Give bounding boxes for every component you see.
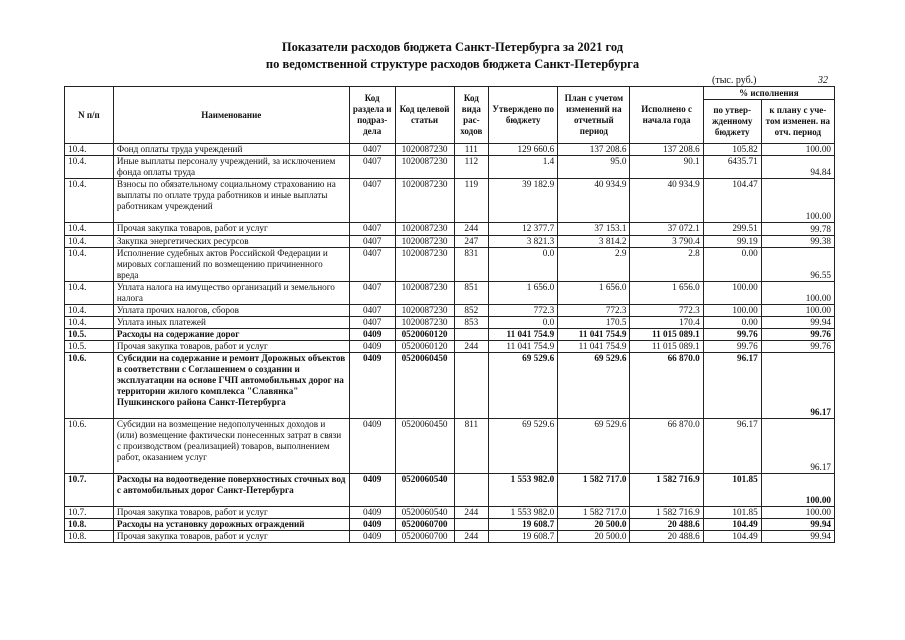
row-name: Прочая закупка товаров, работ и услуг: [113, 531, 349, 543]
row-number: 10.4.: [65, 282, 114, 305]
row-number: 10.7.: [65, 507, 114, 519]
row-executed: 66 870.0: [630, 419, 703, 474]
row-section-code: 0407: [349, 144, 395, 156]
header-pct-approved: по утвер-жденному бюджету: [703, 100, 761, 144]
row-number: 10.4.: [65, 317, 114, 329]
row-plan: 20 500.0: [558, 519, 630, 531]
header-pct-plan: к плану с уче-том изменен. на отч. период: [761, 100, 834, 144]
row-section-code: 0407: [349, 236, 395, 248]
table-row: [65, 282, 835, 305]
page-number: 32: [818, 75, 828, 86]
row-name: Иные выплаты персоналу учреждений, за исключением фонда оплаты труда: [113, 156, 349, 179]
row-approved: 1 656.0: [489, 282, 558, 305]
row-pct-approved: 100.00: [703, 282, 761, 305]
row-approved: 69 529.6: [489, 419, 558, 474]
table-row: [65, 341, 835, 353]
header-kind: Код вида рас-ходов: [454, 87, 489, 144]
row-plan: 11 041 754.9: [558, 341, 630, 353]
header-pct-group: % исполнения: [703, 87, 834, 100]
row-executed: 1 582 716.9: [630, 474, 703, 507]
expenditure-table: [64, 86, 835, 543]
row-name: Расходы на установку дорожных ограждений: [113, 519, 349, 531]
row-kind-code: 244: [454, 531, 489, 543]
row-pct-approved: 104.49: [703, 519, 761, 531]
row-number: 10.4.: [65, 236, 114, 248]
row-number: 10.4.: [65, 223, 114, 236]
row-number: 10.8.: [65, 519, 114, 531]
row-target-code: 1020087230: [395, 144, 454, 156]
row-section-code: 0407: [349, 305, 395, 317]
row-pct-plan: 96.17: [761, 419, 834, 474]
row-executed: 2.8: [630, 248, 703, 282]
row-name: Расходы на содержание дорог: [113, 329, 349, 341]
row-plan: 69 529.6: [558, 353, 630, 419]
table-row: [65, 144, 835, 156]
row-section-code: 0409: [349, 531, 395, 543]
row-section-code: 0407: [349, 282, 395, 305]
header-num: N п/п: [65, 87, 114, 144]
row-approved: 39 182.9: [489, 179, 558, 223]
row-kind-code: 244: [454, 341, 489, 353]
row-executed: 137 208.6: [630, 144, 703, 156]
row-target-code: 0520060700: [395, 531, 454, 543]
report-title-line1: Показатели расходов бюджета Санкт-Петербурга за 2021 год: [281, 40, 624, 54]
row-pct-plan: 99.38: [761, 236, 834, 248]
row-section-code: 0409: [349, 329, 395, 341]
row-kind-code: 853: [454, 317, 489, 329]
row-pct-approved: 96.17: [703, 353, 761, 419]
row-pct-plan: 100.00: [761, 507, 834, 519]
row-plan: 69 529.6: [558, 419, 630, 474]
row-number: 10.4.: [65, 156, 114, 179]
row-plan: 3 814.2: [558, 236, 630, 248]
row-kind-code: 851: [454, 282, 489, 305]
row-pct-approved: 99.19: [703, 236, 761, 248]
row-section-code: 0409: [349, 419, 395, 474]
row-target-code: 1020087230: [395, 156, 454, 179]
row-plan: 40 934.9: [558, 179, 630, 223]
row-approved: 11 041 754.9: [489, 329, 558, 341]
row-approved: 19 608.7: [489, 519, 558, 531]
report-title-line2: по ведомственной структуре расходов бюджета Санкт-Петербурга: [265, 57, 640, 71]
row-name: Взносы по обязательному социальному страхованию на выплаты по оплате труда работников и иные выплаты работникам учреждений: [113, 179, 349, 223]
row-approved: 0.0: [489, 317, 558, 329]
row-pct-approved: 0.00: [703, 248, 761, 282]
row-executed: 66 870.0: [630, 353, 703, 419]
row-name: Субсидии на содержание и ремонт Дорожных объектов в соответствии с Соглашением о создании и эксплуатации на основе ГЧП автомобильных дорог на территории жилого комплекса "Славянка" Пушкинского района Санкт-Петербурга: [113, 353, 349, 419]
row-name: Исполнение судебных актов Российской Федерации и мировых соглашений по возмещению причиненного вреда: [113, 248, 349, 282]
table-row: [65, 329, 835, 341]
row-number: 10.4.: [65, 248, 114, 282]
header-section: Код раздела и подраз-дела: [349, 87, 395, 144]
row-number: 10.5.: [65, 341, 114, 353]
row-name: Прочая закупка товаров, работ и услуг: [113, 507, 349, 519]
row-target-code: 0520060120: [395, 329, 454, 341]
row-number: 10.7.: [65, 474, 114, 507]
table-row: [65, 419, 835, 474]
row-pct-plan: 99.78: [761, 223, 834, 236]
row-pct-approved: 96.17: [703, 419, 761, 474]
row-kind-code: 244: [454, 223, 489, 236]
row-pct-approved: 6435.71: [703, 156, 761, 179]
row-approved: 12 377.7: [489, 223, 558, 236]
table-row: [65, 474, 835, 507]
row-executed: 1 582 716.9: [630, 507, 703, 519]
row-pct-plan: 96.17: [761, 353, 834, 419]
row-number: 10.4.: [65, 305, 114, 317]
row-target-code: 1020087230: [395, 317, 454, 329]
header-executed: Исполнено с начала года: [630, 87, 703, 144]
row-plan: 137 208.6: [558, 144, 630, 156]
row-approved: 129 660.6: [489, 144, 558, 156]
header-name: Наименование: [113, 87, 349, 144]
row-kind-code: 247: [454, 236, 489, 248]
row-pct-plan: 99.76: [761, 341, 834, 353]
row-executed: 40 934.9: [630, 179, 703, 223]
row-pct-plan: 99.94: [761, 531, 834, 543]
row-executed: 11 015 089.1: [630, 329, 703, 341]
row-approved: 19 608.7: [489, 531, 558, 543]
row-pct-approved: 104.49: [703, 531, 761, 543]
row-section-code: 0407: [349, 156, 395, 179]
row-pct-approved: 104.47: [703, 179, 761, 223]
row-target-code: 1020087230: [395, 282, 454, 305]
row-pct-plan: 100.00: [761, 282, 834, 305]
table-row: [65, 531, 835, 543]
row-target-code: 1020087230: [395, 179, 454, 223]
row-pct-plan: 96.55: [761, 248, 834, 282]
row-target-code: 0520060700: [395, 519, 454, 531]
row-approved: 772.3: [489, 305, 558, 317]
row-kind-code: 112: [454, 156, 489, 179]
units-label: (тыс. руб.): [712, 75, 757, 86]
row-plan: 95.0: [558, 156, 630, 179]
row-name: Уплата налога на имущество организаций и земельного налога: [113, 282, 349, 305]
row-executed: 20 488.6: [630, 531, 703, 543]
table-row: [65, 156, 835, 179]
row-executed: 1 656.0: [630, 282, 703, 305]
row-section-code: 0409: [349, 341, 395, 353]
row-number: 10.6.: [65, 419, 114, 474]
row-plan: 1 582 717.0: [558, 474, 630, 507]
table-row: [65, 519, 835, 531]
table-row: [65, 179, 835, 223]
row-section-code: 0407: [349, 317, 395, 329]
row-kind-code: 831: [454, 248, 489, 282]
row-section-code: 0407: [349, 248, 395, 282]
row-kind-code: 119: [454, 179, 489, 223]
row-kind-code: 244: [454, 507, 489, 519]
row-approved: 69 529.6: [489, 353, 558, 419]
row-name: Субсидии на возмещение недополученных доходов и (или) возмещение фактически понесенных затрат в связи с производством (реализацией) товаров, выполнением работ, оказанием услуг: [113, 419, 349, 474]
row-approved: 1 553 982.0: [489, 474, 558, 507]
table-row: [65, 248, 835, 282]
row-kind-code: 111: [454, 144, 489, 156]
row-plan: 170.5: [558, 317, 630, 329]
row-section-code: 0407: [349, 223, 395, 236]
header-approved: Утверждено по бюджету: [489, 87, 558, 144]
row-pct-plan: 100.00: [761, 305, 834, 317]
row-pct-plan: 100.00: [761, 144, 834, 156]
row-target-code: 0520060450: [395, 419, 454, 474]
row-pct-approved: 101.85: [703, 474, 761, 507]
row-plan: 11 041 754.9: [558, 329, 630, 341]
row-executed: 3 790.4: [630, 236, 703, 248]
row-pct-plan: 100.00: [761, 474, 834, 507]
row-number: 10.4.: [65, 144, 114, 156]
row-approved: 3 821.3: [489, 236, 558, 248]
row-pct-approved: 0.00: [703, 317, 761, 329]
row-section-code: 0409: [349, 507, 395, 519]
row-plan: 2.9: [558, 248, 630, 282]
row-pct-approved: 99.76: [703, 329, 761, 341]
row-approved: 0.0: [489, 248, 558, 282]
table-row: [65, 223, 835, 236]
row-pct-approved: 99.76: [703, 341, 761, 353]
row-target-code: 1020087230: [395, 248, 454, 282]
row-pct-approved: 299.51: [703, 223, 761, 236]
row-plan: 20 500.0: [558, 531, 630, 543]
table-row: [65, 507, 835, 519]
row-approved: 11 041 754.9: [489, 341, 558, 353]
row-approved: 1.4: [489, 156, 558, 179]
row-target-code: 1020087230: [395, 305, 454, 317]
row-executed: 11 015 089.1: [630, 341, 703, 353]
row-target-code: 1020087230: [395, 236, 454, 248]
row-name: Закупка энергетических ресурсов: [113, 236, 349, 248]
table-body: [65, 144, 835, 543]
row-number: 10.6.: [65, 353, 114, 419]
row-pct-plan: 99.94: [761, 519, 834, 531]
row-target-code: 1020087230: [395, 223, 454, 236]
row-target-code: 0520060540: [395, 507, 454, 519]
row-executed: 20 488.6: [630, 519, 703, 531]
row-section-code: 0409: [349, 353, 395, 419]
row-pct-plan: 94.84: [761, 156, 834, 179]
row-number: 10.4.: [65, 179, 114, 223]
row-section-code: 0407: [349, 179, 395, 223]
row-approved: 1 553 982.0: [489, 507, 558, 519]
row-name: Уплата прочих налогов, сборов: [113, 305, 349, 317]
row-plan: 1 582 717.0: [558, 507, 630, 519]
row-target-code: 0520060120: [395, 341, 454, 353]
row-pct-approved: 101.85: [703, 507, 761, 519]
table-row: [65, 236, 835, 248]
row-section-code: 0409: [349, 474, 395, 507]
row-section-code: 0409: [349, 519, 395, 531]
table-row: [65, 317, 835, 329]
row-target-code: 0520060450: [395, 353, 454, 419]
row-plan: 772.3: [558, 305, 630, 317]
row-name: Прочая закупка товаров, работ и услуг: [113, 223, 349, 236]
row-name: Прочая закупка товаров, работ и услуг: [113, 341, 349, 353]
row-kind-code: 811: [454, 419, 489, 474]
row-number: 10.5.: [65, 329, 114, 341]
header-plan: План с учетом изменений на отчетный период: [558, 87, 630, 144]
row-plan: 37 153.1: [558, 223, 630, 236]
row-plan: 1 656.0: [558, 282, 630, 305]
row-kind-code: [454, 353, 489, 419]
row-kind-code: [454, 329, 489, 341]
row-pct-plan: 99.94: [761, 317, 834, 329]
row-kind-code: 852: [454, 305, 489, 317]
row-executed: 37 072.1: [630, 223, 703, 236]
header-target: Код целевой статьи: [395, 87, 454, 144]
row-kind-code: [454, 519, 489, 531]
row-name: Уплата иных платежей: [113, 317, 349, 329]
row-number: 10.8.: [65, 531, 114, 543]
row-name: Фонд оплаты труда учреждений: [113, 144, 349, 156]
row-pct-approved: 105.82: [703, 144, 761, 156]
row-executed: 90.1: [630, 156, 703, 179]
table-row: [65, 353, 835, 419]
row-executed: 772.3: [630, 305, 703, 317]
row-target-code: 0520060540: [395, 474, 454, 507]
row-pct-approved: 100.00: [703, 305, 761, 317]
table-row: [65, 305, 835, 317]
row-kind-code: [454, 474, 489, 507]
row-executed: 170.4: [630, 317, 703, 329]
row-name: Расходы на водоотведение поверхностных сточных вод с автомобильных дорог Санкт-Петербурга: [113, 474, 349, 507]
row-pct-plan: 100.00: [761, 179, 834, 223]
row-pct-plan: 99.76: [761, 329, 834, 341]
